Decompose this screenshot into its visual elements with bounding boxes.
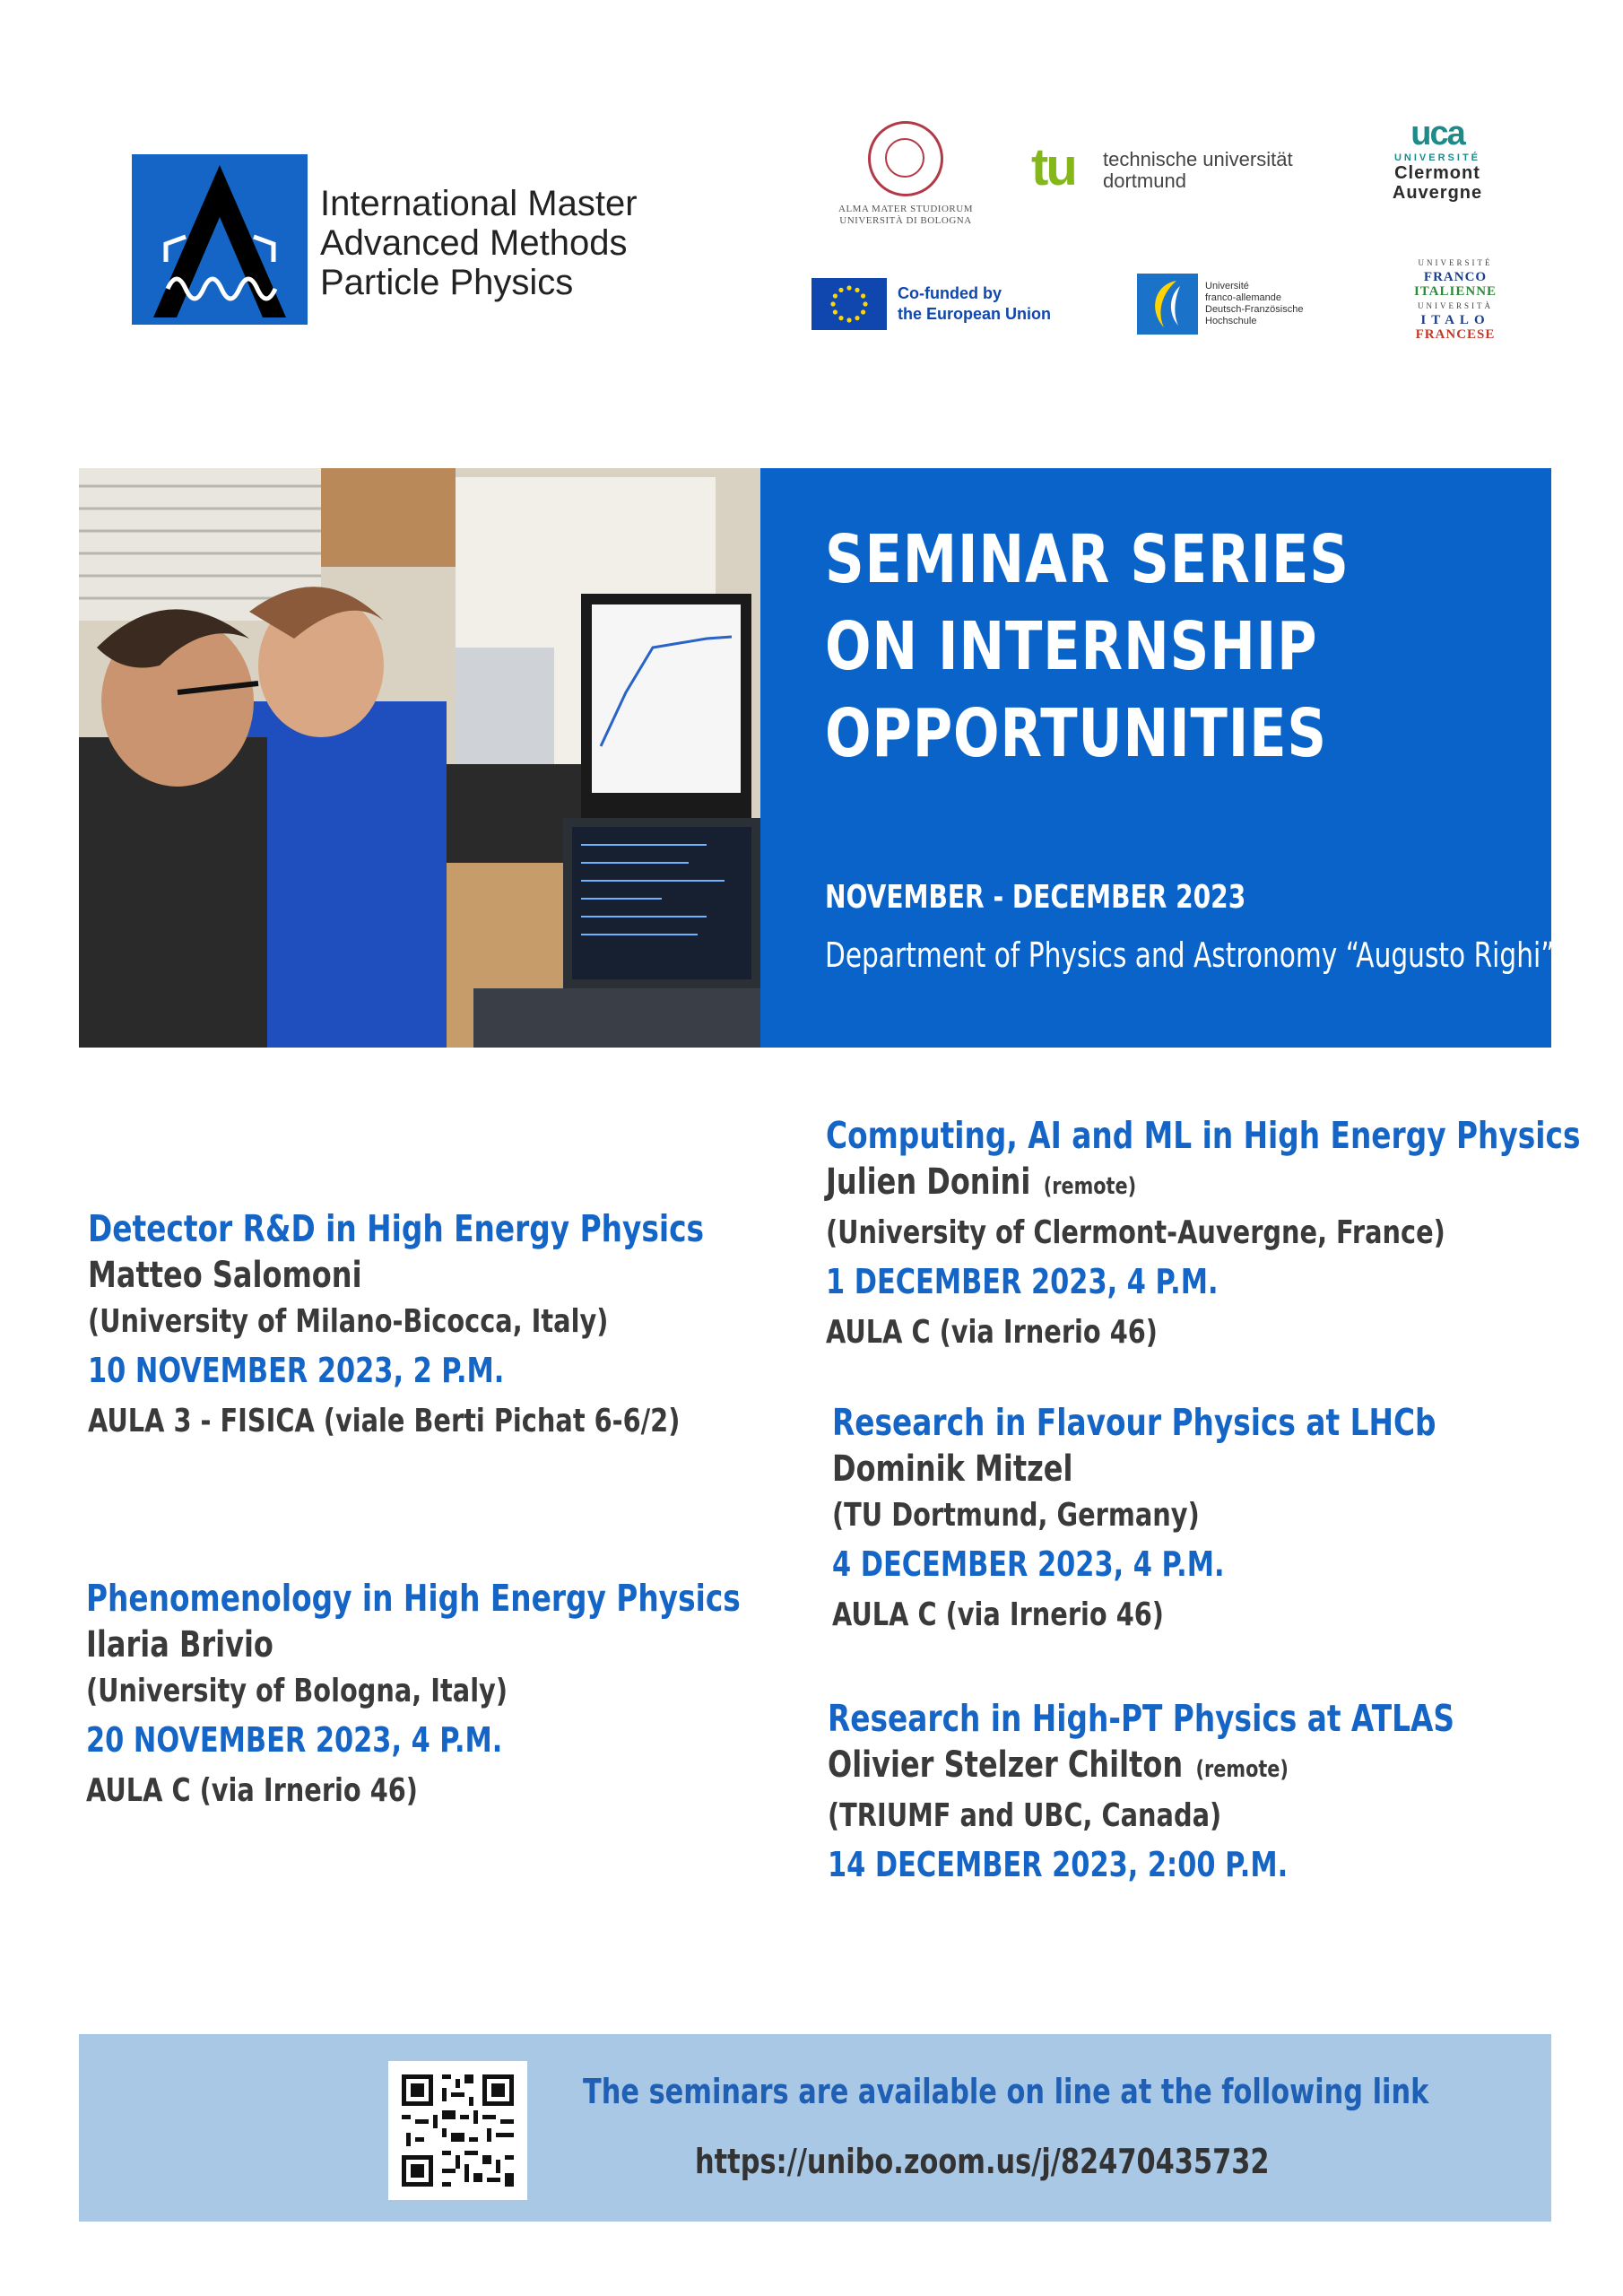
ufa-text bbox=[1205, 281, 1303, 327]
hero-dates: NOVEMBER - DECEMBER 2023 bbox=[825, 879, 1246, 916]
ufa-line-2: franco-allemande bbox=[1205, 292, 1281, 303]
seminar-topic: Research in Flavour Physics at LHCb bbox=[832, 1401, 1436, 1444]
seminar-speaker: Dominik Mitzel bbox=[832, 1448, 1073, 1490]
ufi-line-6: FRANCESE bbox=[1415, 327, 1496, 342]
seminar-date: 20 NOVEMBER 2023, 4 P.M. bbox=[86, 1720, 503, 1760]
seminar-speaker-name: Julien Donini bbox=[826, 1161, 1031, 1203]
bologna-caption-2: UNIVERSITÀ DI BOLOGNA bbox=[839, 215, 972, 226]
seminar-speaker-name: Olivier Stelzer Chilton bbox=[828, 1744, 1184, 1786]
bologna-seal-icon bbox=[868, 121, 943, 196]
seminar-speaker: Matteo Salomoni bbox=[88, 1255, 362, 1296]
lab-photo bbox=[79, 468, 760, 1048]
ufi-line-3: ITALIENNE bbox=[1413, 284, 1497, 299]
seminar-affiliation: (University of Bologna, Italy) bbox=[86, 1673, 508, 1709]
ufi-line-1: UNIVERSITÉ bbox=[1418, 258, 1493, 267]
tu-mark: tu bbox=[1031, 138, 1075, 196]
seminar-topic: Computing, AI and ML in High Energy Physics bbox=[826, 1114, 1581, 1157]
eu-line-2: the European Union bbox=[898, 305, 1051, 323]
ufi-line-2: FRANCO bbox=[1423, 270, 1488, 284]
footer-band bbox=[79, 2034, 1551, 2222]
seminar-topic: Detector R&D in High Energy Physics bbox=[88, 1207, 705, 1250]
hero-title-line-2: ON INTERNSHIP bbox=[825, 608, 1318, 685]
hero-title bbox=[825, 517, 1350, 778]
ufa-line-3: Deutsch-Französische bbox=[1205, 304, 1304, 315]
tu-line-2: dortmund bbox=[1103, 170, 1186, 192]
seminar-room: AULA 3 - FISICA (viale Berti Pichat 6-6/2) bbox=[88, 1403, 681, 1439]
ufa-line-1: Université bbox=[1205, 281, 1249, 291]
imap-line-3: Particle Physics bbox=[320, 263, 574, 302]
seminar-flavour-lhcb bbox=[832, 1399, 1436, 1641]
hero-title-line-3: OPPORTUNITIES bbox=[825, 695, 1327, 772]
seminar-room: AULA C (via Irnerio 46) bbox=[86, 1772, 418, 1809]
seminar-date: 10 NOVEMBER 2023, 2 P.M. bbox=[88, 1351, 505, 1390]
ufa-line-4: Hochschule bbox=[1205, 316, 1257, 326]
seminar-room: AULA C (via Irnerio 46) bbox=[826, 1314, 1158, 1351]
seminar-room: AULA C (via Irnerio 46) bbox=[832, 1596, 1164, 1633]
seminar-affiliation: (University of Clermont-Auvergne, France) bbox=[826, 1214, 1445, 1251]
ufi-line-4: UNIVERSITÀ bbox=[1418, 301, 1493, 310]
tu-name bbox=[1103, 149, 1293, 192]
seminar-remote-tag: (remote) bbox=[1195, 1756, 1289, 1783]
seminar-detector-rd bbox=[88, 1205, 704, 1448]
bologna-caption-1: ALMA MATER STUDIORUM bbox=[838, 204, 973, 214]
imap-line-1: International Master bbox=[320, 184, 638, 223]
hero-title-line-1: SEMINAR SERIES bbox=[825, 521, 1350, 598]
tu-line-1: technische universität bbox=[1103, 148, 1293, 170]
imap-line-2: Advanced Methods bbox=[320, 223, 628, 263]
seminar-affiliation: (TU Dortmund, Germany) bbox=[832, 1497, 1200, 1534]
eu-text bbox=[898, 283, 1051, 325]
seminar-topic: Phenomenology in High Energy Physics bbox=[86, 1577, 741, 1620]
eu-line-1: Co-funded by bbox=[898, 284, 1002, 302]
seminar-affiliation: (TRIUMF and UBC, Canada) bbox=[828, 1797, 1222, 1834]
seminar-date: 14 DECEMBER 2023, 2:00 P.M. bbox=[828, 1845, 1289, 1884]
ufa-mark-icon bbox=[1137, 274, 1198, 335]
seminar-speaker: Ilaria Brivio bbox=[86, 1624, 273, 1665]
clermont-auvergne-logo bbox=[1379, 117, 1496, 203]
zoom-link[interactable]: https://unibo.zoom.us/j/82470435732 bbox=[695, 2142, 1270, 2181]
seminar-remote-tag: (remote) bbox=[1043, 1173, 1137, 1200]
seminar-phenomenology bbox=[86, 1575, 741, 1817]
seminar-computing-ai-ml bbox=[826, 1112, 1581, 1359]
ufi-line-5: ITALO bbox=[1420, 313, 1490, 327]
hero-department: Department of Physics and Astronomy “Augusto Righi” bbox=[825, 935, 1555, 975]
seminar-speaker bbox=[826, 1159, 1581, 1210]
seminar-affiliation: (University of Milano-Bicocca, Italy) bbox=[88, 1303, 609, 1340]
imap-logo bbox=[132, 154, 308, 325]
qr-code-icon[interactable] bbox=[388, 2061, 527, 2200]
footer-availability-text: The seminars are available on line at the following link bbox=[583, 2072, 1429, 2111]
seminar-date: 4 DECEMBER 2023, 4 P.M. bbox=[832, 1544, 1225, 1584]
eu-flag-icon bbox=[812, 278, 887, 330]
uca-line-1: Clermont bbox=[1394, 163, 1480, 183]
franco-italian-university-logo bbox=[1406, 256, 1505, 342]
seminar-speaker bbox=[828, 1742, 1454, 1793]
bologna-logo bbox=[834, 121, 977, 227]
uca-small: UNIVERSITÉ bbox=[1393, 152, 1480, 163]
seminar-date: 1 DECEMBER 2023, 4 P.M. bbox=[826, 1262, 1219, 1301]
seminar-high-pt-atlas bbox=[828, 1695, 1454, 1890]
uca-line-2: Auvergne bbox=[1392, 183, 1483, 203]
uca-mark: uca bbox=[1410, 115, 1464, 152]
imap-program-name bbox=[320, 184, 638, 302]
seminar-topic: Research in High-PT Physics at ATLAS bbox=[828, 1697, 1455, 1740]
